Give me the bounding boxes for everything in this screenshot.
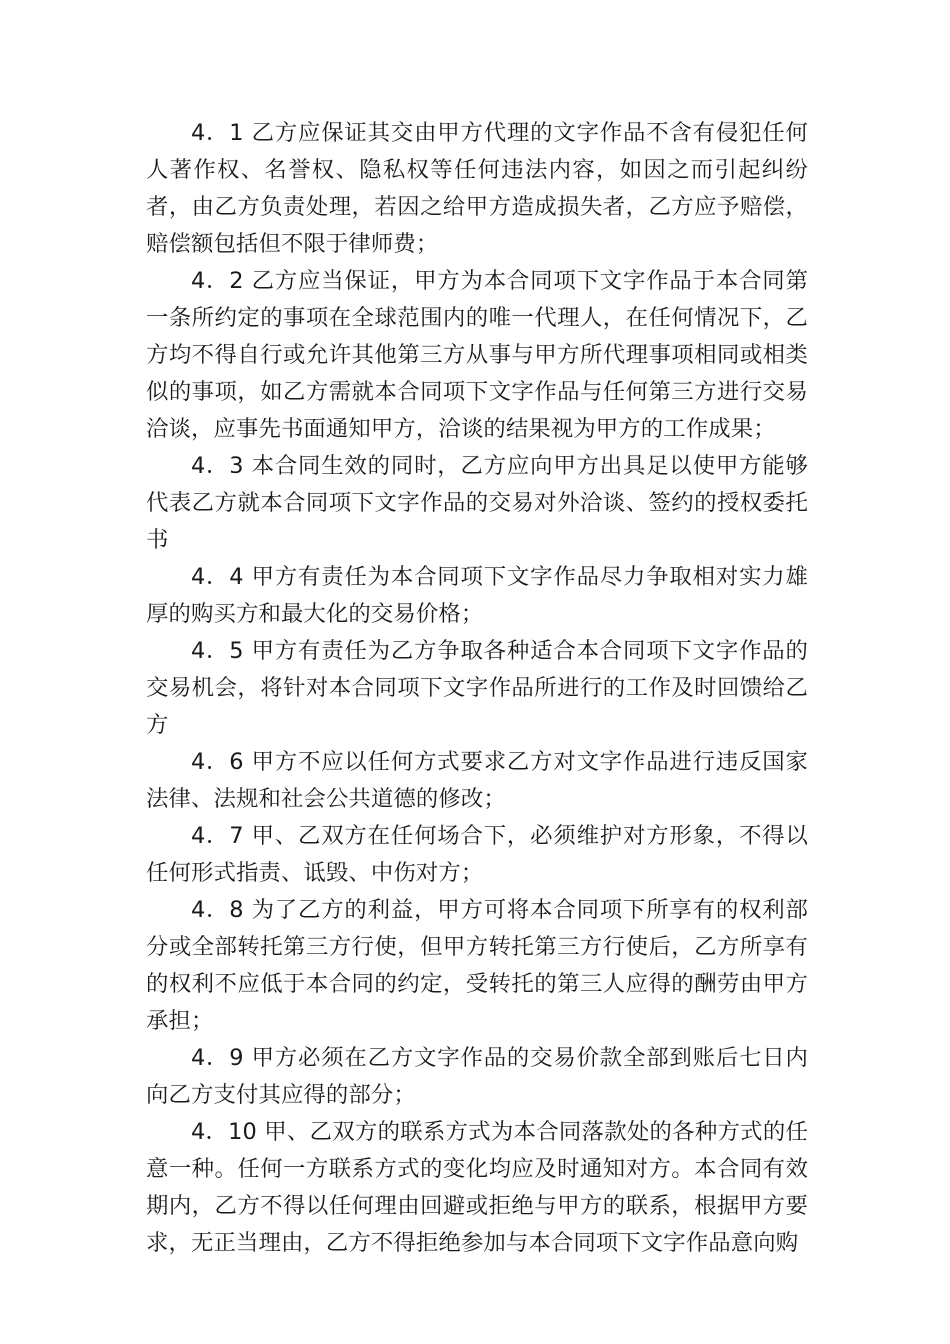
clause-4-10: 4．10 甲、乙双方的联系方式为本合同落款处的各种方式的任意一种。任何一方联系方式的变化均应及时通知对方。本合同有效期内，乙方不得以任何理由回避或拒绝与甲方的联系，根据甲方要求，无正当理由，乙方不得拒绝参加与本合同项下文字作品意向购 [146, 1119, 808, 1256]
clause-4-8: 4．8 为了乙方的利益，甲方可将本合同项下所享有的权利部分或全部转托第三方行使，但甲方转托第三方行使后，乙方所享有的权利不应低于本合同的约定，受转托的第三人应得的酬劳由甲方承担； [146, 897, 808, 1034]
clause-4-4: 4．4 甲方有责任为本合同项下文字作品尽力争取相对实力雄厚的购买方和最大化的交易价格； [146, 564, 808, 627]
clause-4-1: 4．1 乙方应保证其交由甲方代理的文字作品不含有侵犯任何人著作权、名誉权、隐私权等任何违法内容，如因之而引起纠纷者，由乙方负责处理，若因之给甲方造成损失者，乙方应予赔偿，赔偿额包括但不限于律师费； [146, 120, 808, 257]
clause-4-3: 4．3 本合同生效的同时，乙方应向甲方出具足以使甲方能够代表乙方就本合同项下文字作品的交易对外洽谈、签约的授权委托书 [146, 453, 808, 553]
document-body [146, 115, 808, 1262]
clause-4-9: 4．9 甲方必须在乙方文字作品的交易价款全部到账后七日内向乙方支付其应得的部分； [146, 1045, 808, 1108]
clause-4-6: 4．6 甲方不应以任何方式要求乙方对文字作品进行违反国家法律、法规和社会公共道德的修改； [146, 749, 808, 812]
clause-4-5: 4．5 甲方有责任为乙方争取各种适合本合同项下文字作品的交易机会，将针对本合同项下文字作品所进行的工作及时回馈给乙方 [146, 638, 808, 738]
clause-4-7: 4．7 甲、乙双方在任何场合下，必须维护对方形象，不得以任何形式指责、诋毁、中伤对方； [146, 823, 808, 886]
clause-4-2: 4．2 乙方应当保证，甲方为本合同项下文字作品于本合同第一条所约定的事项在全球范围内的唯一代理人，在任何情况下，乙方均不得自行或允许其他第三方从事与甲方所代理事项相同或相类似的事项，如乙方需就本合同项下文字作品与任何第三方进行交易洽谈，应事先书面通知甲方，洽谈的结果视为甲方的工作成果； [146, 268, 808, 442]
